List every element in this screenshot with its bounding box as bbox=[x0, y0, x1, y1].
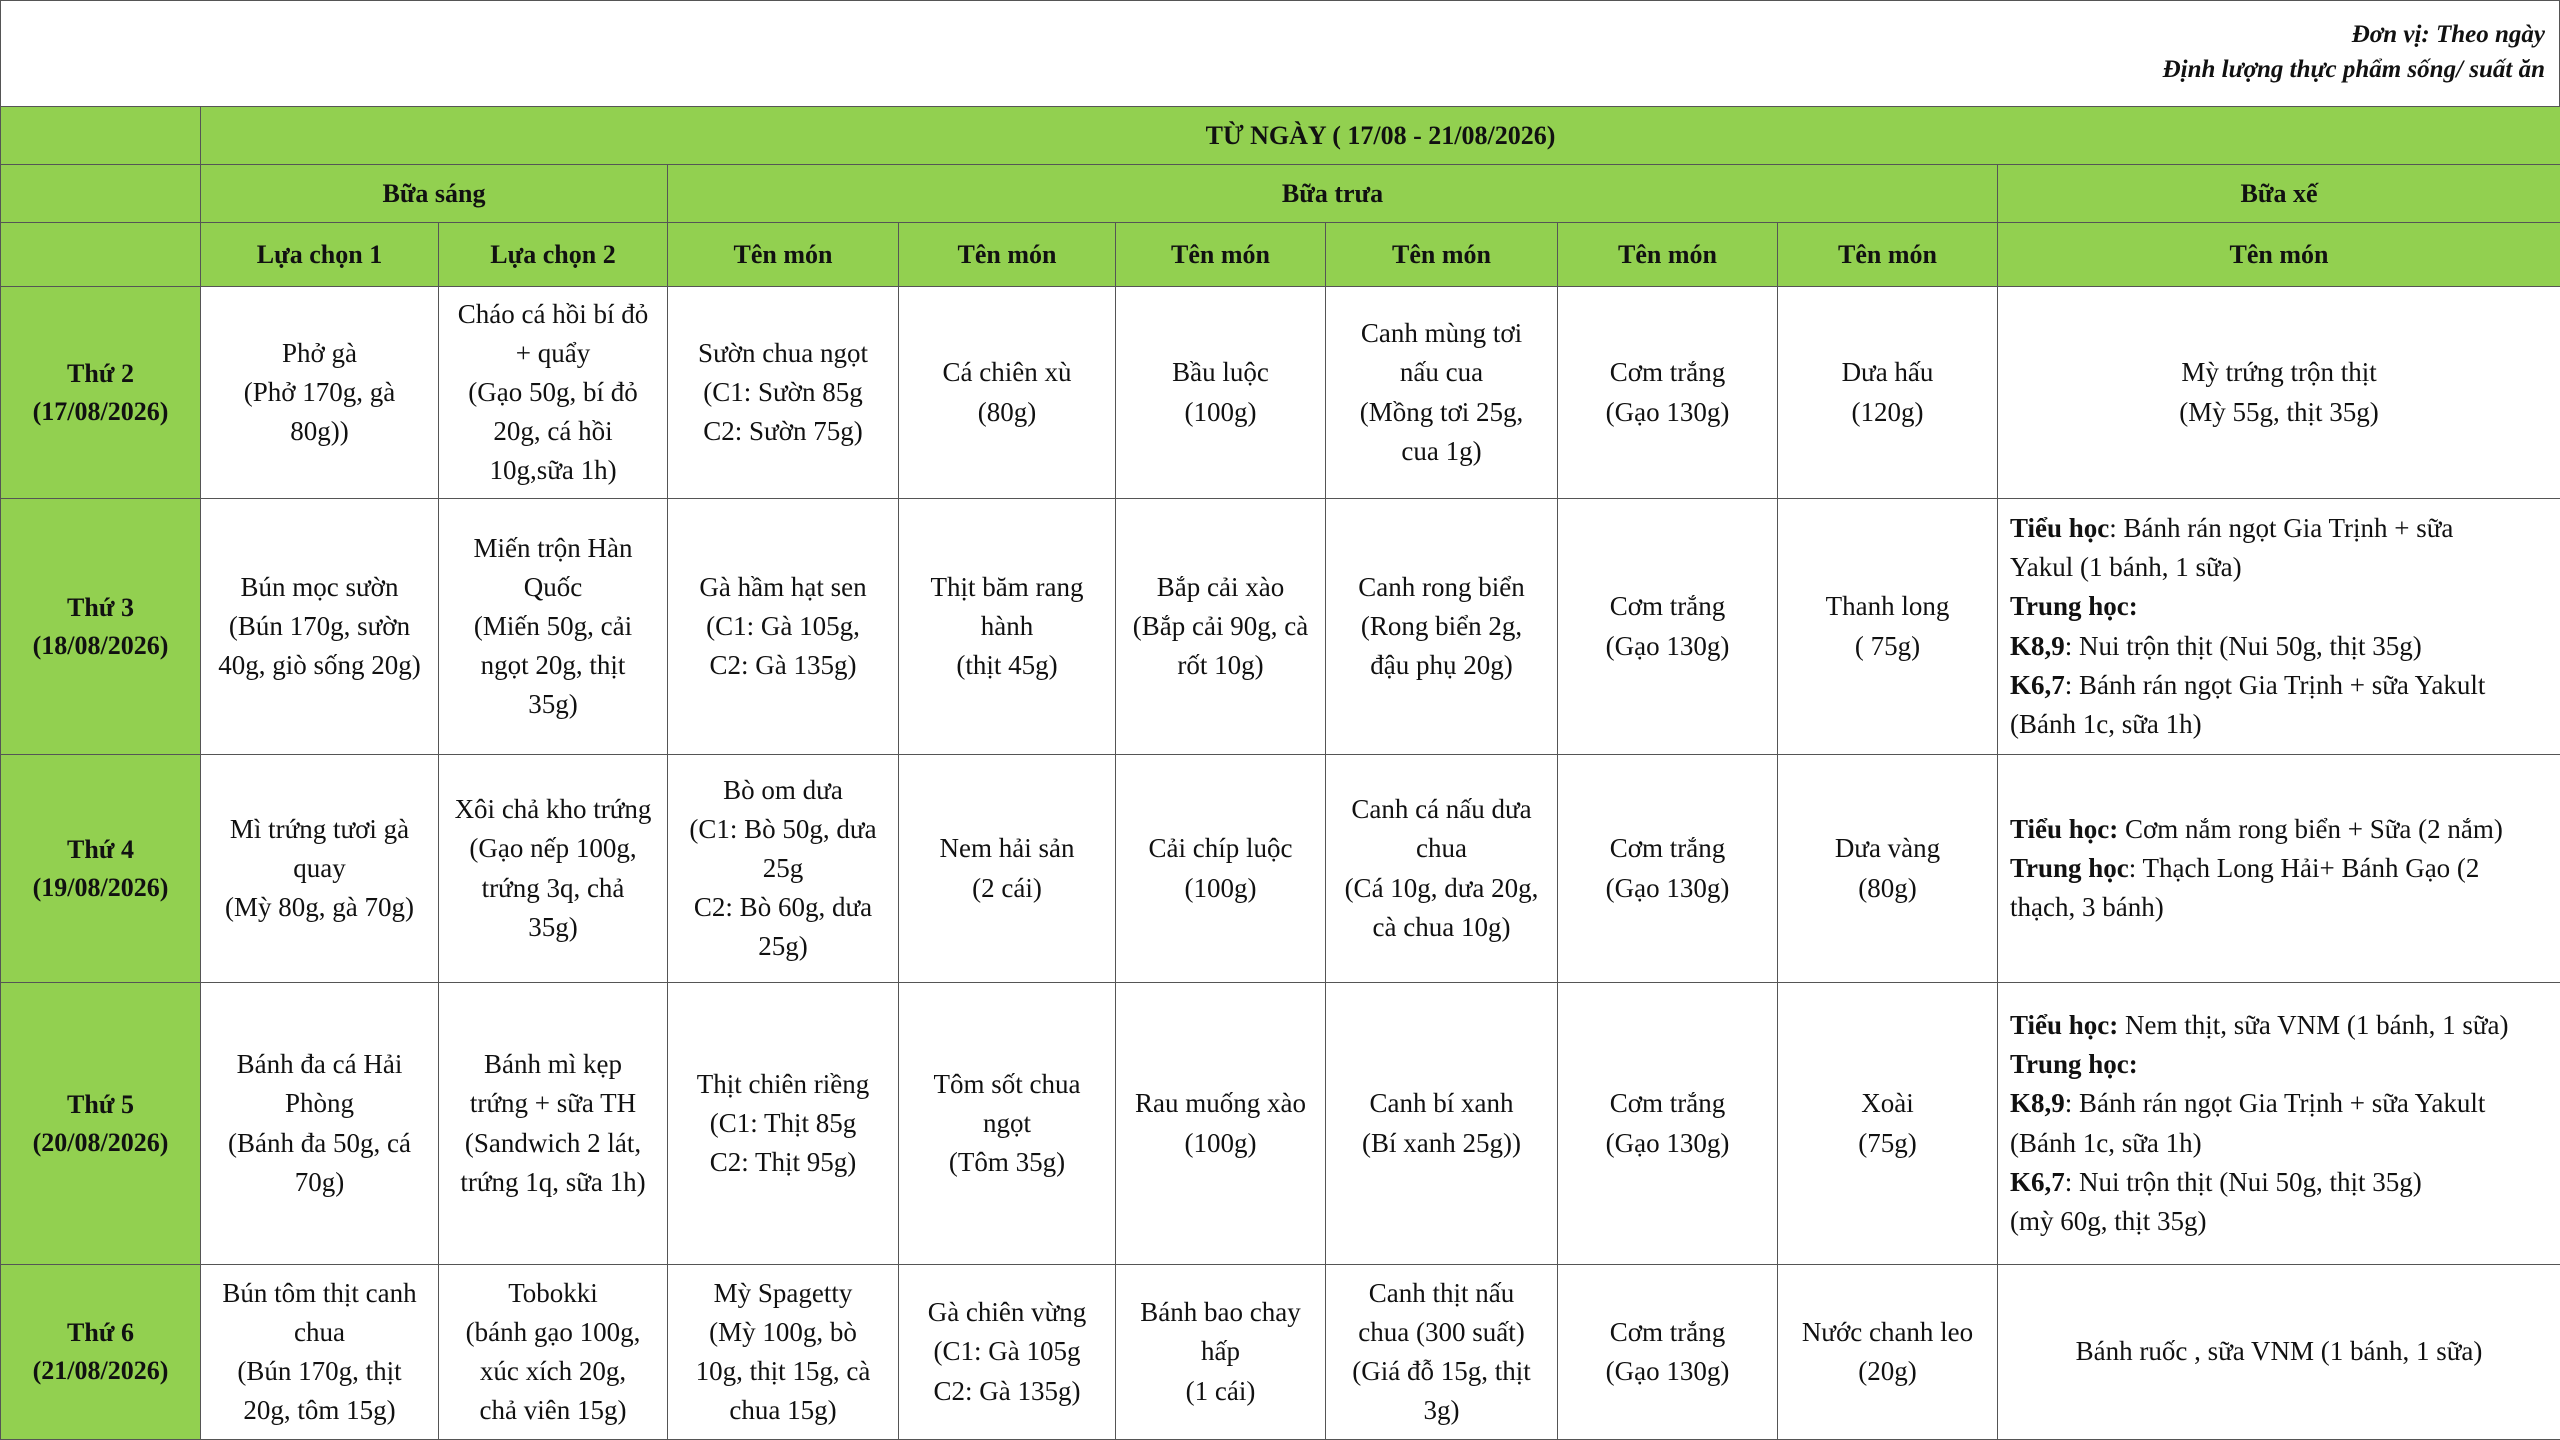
breakfast-header: Bữa sáng bbox=[201, 165, 668, 223]
lunch-rice-cell bbox=[1558, 1265, 1778, 1440]
cell-text-line: (C1: Thịt 85g bbox=[709, 1107, 857, 1138]
cell-text-line: (Mỳ 100g, bò bbox=[709, 1316, 857, 1347]
day-name: Thứ 2 bbox=[67, 358, 134, 388]
table-row bbox=[1, 755, 2560, 983]
lunch-soup-cell bbox=[1326, 983, 1558, 1265]
lunch-dish1-cell bbox=[668, 1265, 899, 1440]
cell-text-line: (Gạo 130g) bbox=[1605, 872, 1730, 903]
cell-text-line: C2: Bò 60g, dưa bbox=[693, 892, 873, 923]
cell-text-line: (100g) bbox=[1184, 1127, 1257, 1158]
cell-text-line: Rau muống xào bbox=[1135, 1088, 1306, 1119]
breakfast-choice1-cell bbox=[201, 983, 439, 1265]
cell-text-line: Xoài bbox=[1861, 1088, 1914, 1119]
cell-text-line: 25g) bbox=[758, 931, 808, 962]
cell-text-line: cà chua 10g) bbox=[1372, 911, 1511, 942]
snack-text: (Bánh 1c, sữa 1h) bbox=[2010, 1127, 2202, 1158]
cell-text-line: 20g, cá hồi bbox=[493, 416, 613, 447]
cell-text-line: Tobokki bbox=[508, 1277, 598, 1308]
lunch-dish3-cell bbox=[1116, 983, 1326, 1265]
cell-text-line: (Cá 10g, dưa 20g, bbox=[1344, 872, 1539, 903]
cell-text-line: C2: Sườn 75g) bbox=[703, 416, 863, 447]
snack-header: Bữa xế bbox=[1998, 165, 2560, 223]
cell-text-line: xúc xích 20g, bbox=[479, 1356, 627, 1386]
cell-text-line: (Sandwich 2 lát, bbox=[464, 1127, 642, 1158]
lunch-dessert-cell bbox=[1778, 287, 1998, 499]
snack-text: Cơm nắm rong biển + Sữa (2 nắm) bbox=[2118, 813, 2503, 844]
cell-text-line: (1 cái) bbox=[1185, 1375, 1256, 1406]
menu-body bbox=[1, 287, 2560, 1440]
lunch-dish2-cell bbox=[899, 499, 1116, 755]
breakfast-choice2-cell bbox=[439, 1265, 668, 1440]
cell-text-line: (bánh gạo 100g, bbox=[465, 1316, 641, 1347]
day-name: Thứ 3 bbox=[67, 592, 134, 622]
column-header: Tên món bbox=[1998, 223, 2560, 287]
day-cell bbox=[1, 1265, 201, 1440]
snack-text: : Bánh rán ngọt Gia Trịnh + sữa Yakult bbox=[2064, 1088, 2486, 1119]
cell-text-line: Gà hầm hạt sen bbox=[699, 571, 867, 602]
cell-text-line: Cơm trắng bbox=[1609, 357, 1726, 388]
table-row bbox=[1, 287, 2560, 499]
cell-text-line: + quẩy bbox=[515, 337, 591, 368]
cell-text-line: C2: Thịt 95g) bbox=[709, 1147, 857, 1178]
cell-text-line: Quốc bbox=[523, 571, 583, 602]
snack-line bbox=[2010, 1163, 2552, 1202]
cell-text-line: (Tôm 35g) bbox=[948, 1147, 1066, 1178]
day-cell bbox=[1, 287, 201, 499]
snack-cell bbox=[1998, 983, 2560, 1265]
snack-line bbox=[2006, 393, 2552, 432]
snack-line bbox=[2006, 353, 2552, 392]
snack-text: Mỳ trứng trộn thịt bbox=[2181, 357, 2377, 388]
column-header: Lựa chọn 1 bbox=[201, 223, 439, 287]
cell-text-line: 35g) bbox=[528, 689, 578, 720]
snack-level-label: Trung học bbox=[2010, 852, 2129, 883]
cell-text-line: trứng 3q, chả bbox=[481, 872, 625, 903]
cell-text-line: Phòng bbox=[284, 1088, 355, 1119]
day-date: (19/08/2026) bbox=[32, 872, 169, 902]
lunch-soup-cell bbox=[1326, 287, 1558, 499]
cell-text-line: Bầu luộc bbox=[1172, 357, 1269, 388]
table-row bbox=[1, 499, 2560, 755]
cell-text-line: 25g bbox=[762, 852, 804, 883]
snack-line bbox=[2010, 849, 2552, 888]
cell-text-line: rốt 10g) bbox=[1177, 650, 1264, 681]
date-range-header: TỪ NGÀY ( 17/08 - 21/08/2026) bbox=[201, 107, 2560, 165]
snack-level-label: K8,9 bbox=[2010, 1088, 2065, 1119]
snack-level-label: Trung học: bbox=[2010, 591, 2138, 622]
cell-text-line: Cháo cá hồi bí đỏ bbox=[457, 298, 649, 329]
lunch-rice-cell bbox=[1558, 499, 1778, 755]
snack-text: (mỳ 60g, thịt 35g) bbox=[2010, 1205, 2207, 1236]
snack-line bbox=[2010, 509, 2552, 548]
cell-text-line: Thịt chiên riềng bbox=[696, 1068, 870, 1099]
cell-text-line: 20g, tôm 15g) bbox=[243, 1395, 396, 1426]
column-header: Tên món bbox=[1116, 223, 1326, 287]
cell-text-line: (Miến 50g, cải bbox=[473, 610, 633, 641]
cell-text-line: Cơm trắng bbox=[1609, 591, 1726, 622]
breakfast-choice1-cell bbox=[201, 1265, 439, 1440]
cell-text-line: (Mồng tơi 25g, bbox=[1359, 396, 1524, 427]
day-date: (17/08/2026) bbox=[32, 396, 169, 426]
snack-line bbox=[2010, 888, 2552, 927]
cell-text-line: Canh bí xanh bbox=[1369, 1088, 1514, 1119]
cell-text-line: Bún mọc sườn bbox=[240, 571, 399, 602]
lunch-dessert-cell bbox=[1778, 1265, 1998, 1440]
snack-level-label: K6,7 bbox=[2010, 1166, 2065, 1197]
day-date: (18/08/2026) bbox=[32, 630, 169, 660]
lunch-dish2-cell bbox=[899, 1265, 1116, 1440]
weekly-menu-table bbox=[0, 106, 2560, 1440]
breakfast-choice2-cell bbox=[439, 287, 668, 499]
breakfast-choice1-cell bbox=[201, 499, 439, 755]
lunch-rice-cell bbox=[1558, 287, 1778, 499]
lunch-dish3-cell bbox=[1116, 287, 1326, 499]
snack-level-label: Trung học: bbox=[2010, 1049, 2138, 1080]
cell-text-line: Bắp cải xào bbox=[1156, 571, 1285, 602]
lunch-dessert-cell bbox=[1778, 499, 1998, 755]
snack-level-label: Tiểu học: bbox=[2010, 813, 2119, 844]
snack-line bbox=[2010, 1084, 2552, 1123]
snack-cell bbox=[1998, 287, 2560, 499]
cell-text-line: (Giá đỗ 15g, thịt bbox=[1352, 1356, 1531, 1386]
snack-line bbox=[2010, 587, 2552, 626]
corner-cell bbox=[1, 107, 201, 165]
cell-text-line: Mỳ Spagetty bbox=[713, 1277, 853, 1308]
document-header bbox=[0, 0, 2560, 106]
cell-text-line: (Gạo 50g, bí đỏ bbox=[468, 376, 638, 407]
breakfast-choice1-cell bbox=[201, 755, 439, 983]
cell-text-line: (Gạo 130g) bbox=[1605, 396, 1730, 427]
lunch-header: Bữa trưa bbox=[668, 165, 1998, 223]
snack-text: : Nui trộn thịt (Nui 50g, thịt 35g) bbox=[2064, 630, 2422, 661]
snack-level-label: Tiểu học: bbox=[2010, 1010, 2119, 1041]
cell-text-line: (Rong biển 2g, bbox=[1360, 610, 1523, 641]
cell-text-line: chua (300 suất) bbox=[1358, 1316, 1525, 1347]
cell-text-line: Bánh đa cá Hải bbox=[236, 1049, 403, 1080]
cell-text-line: (C1: Sườn 85g bbox=[703, 376, 863, 407]
column-header: Lựa chọn 2 bbox=[439, 223, 668, 287]
cell-text-line: Gà chiên vừng bbox=[927, 1297, 1087, 1328]
cell-text-line: 3g) bbox=[1423, 1395, 1460, 1426]
snack-text: thạch, 3 bánh) bbox=[2010, 892, 2164, 923]
cell-text-line: (Bí xanh 25g)) bbox=[1362, 1127, 1521, 1158]
cell-text-line: C2: Gà 135g) bbox=[933, 1375, 1081, 1406]
cell-text-line: trứng + sữa TH bbox=[469, 1088, 637, 1119]
snack-line bbox=[2010, 810, 2552, 849]
breakfast-choice1-cell bbox=[201, 287, 439, 499]
cell-text-line: 10g, thịt 15g, cà bbox=[695, 1356, 871, 1386]
cell-text-line: Sườn chua ngọt bbox=[698, 337, 868, 368]
lunch-dish1-cell bbox=[668, 287, 899, 499]
cell-text-line: (Gạo 130g) bbox=[1605, 1127, 1730, 1158]
corner-cell bbox=[1, 165, 201, 223]
lunch-dish1-cell bbox=[668, 499, 899, 755]
cell-text-line: (Gạo 130g) bbox=[1605, 630, 1730, 661]
day-date: (20/08/2026) bbox=[32, 1127, 169, 1157]
breakfast-choice2-cell bbox=[439, 755, 668, 983]
lunch-dish2-cell bbox=[899, 755, 1116, 983]
cell-text-line: Bánh mì kẹp bbox=[484, 1049, 622, 1080]
cell-text-line: Xôi chả kho trứng bbox=[454, 794, 652, 825]
lunch-dish1-cell bbox=[668, 983, 899, 1265]
column-header: Tên món bbox=[668, 223, 899, 287]
day-name: Thứ 6 bbox=[67, 1318, 134, 1348]
cell-text-line: (Gạo nếp 100g, bbox=[469, 833, 637, 864]
cell-text-line: Cơm trắng bbox=[1609, 833, 1726, 864]
lunch-dessert-cell bbox=[1778, 983, 1998, 1265]
day-date: (21/08/2026) bbox=[32, 1356, 169, 1385]
snack-line bbox=[2010, 1124, 2552, 1163]
cell-text-line: Thanh long bbox=[1825, 591, 1950, 622]
unit-label: Đơn vị: Theo ngày bbox=[2351, 21, 2545, 48]
snack-line bbox=[2010, 1202, 2552, 1241]
cell-text-line: Canh cá nấu dưa bbox=[1351, 794, 1532, 825]
cell-text-line: Canh thịt nấu bbox=[1368, 1277, 1515, 1308]
snack-text: : Bánh rán ngọt Gia Trịnh + sữa bbox=[2109, 513, 2454, 544]
cell-text-line: hành bbox=[980, 610, 1034, 641]
cell-text-line: (80g) bbox=[1858, 872, 1917, 903]
column-header: Tên món bbox=[1558, 223, 1778, 287]
cell-text-line: Miến trộn Hàn bbox=[473, 532, 633, 563]
cell-text-line: 70g) bbox=[294, 1166, 345, 1197]
cell-text-line: Tôm sốt chua bbox=[933, 1068, 1081, 1099]
table-row bbox=[1, 1265, 2560, 1440]
cell-text-line: Nước chanh leo bbox=[1801, 1316, 1974, 1347]
cell-text-line: 10g,sữa 1h) bbox=[489, 455, 617, 486]
cell-text-line: Cơm trắng bbox=[1609, 1316, 1726, 1347]
cell-text-line: (thịt 45g) bbox=[956, 650, 1058, 681]
breakfast-choice2-cell bbox=[439, 499, 668, 755]
lunch-soup-cell bbox=[1326, 499, 1558, 755]
cell-text-line: (Mỳ 80g, gà 70g) bbox=[225, 892, 414, 923]
cell-text-line: Dưa vàng bbox=[1834, 833, 1941, 864]
cell-text-line: (Bún 170g, thịt bbox=[237, 1356, 402, 1386]
lunch-dessert-cell bbox=[1778, 755, 1998, 983]
snack-level-label: Tiểu học bbox=[2010, 513, 2110, 544]
cell-text-line: (20g) bbox=[1858, 1356, 1917, 1386]
snack-text: Nem thịt, sữa VNM (1 bánh, 1 sữa) bbox=[2118, 1010, 2509, 1041]
lunch-rice-cell bbox=[1558, 755, 1778, 983]
lunch-soup-cell bbox=[1326, 1265, 1558, 1440]
cell-text-line: chả viên 15g) bbox=[479, 1395, 627, 1426]
day-name: Thứ 5 bbox=[67, 1089, 134, 1119]
cell-text-line: Canh mùng tơi bbox=[1360, 318, 1523, 349]
cell-text-line: ( 75g) bbox=[1854, 630, 1921, 661]
lunch-dish2-cell bbox=[899, 287, 1116, 499]
snack-line bbox=[2010, 666, 2552, 705]
breakfast-choice2-cell bbox=[439, 983, 668, 1265]
cell-text-line: (100g) bbox=[1184, 872, 1257, 903]
cell-text-line: Cơm trắng bbox=[1609, 1088, 1726, 1119]
snack-text: (Mỳ 55g, thịt 35g) bbox=[2179, 396, 2379, 427]
snack-text: : Thạch Long Hải+ Bánh Gạo (2 bbox=[2128, 852, 2480, 883]
cell-text-line: (Gạo 130g) bbox=[1605, 1356, 1730, 1386]
lunch-dish3-cell bbox=[1116, 1265, 1326, 1440]
snack-text: (Bánh 1c, sữa 1h) bbox=[2010, 708, 2202, 739]
day-cell bbox=[1, 755, 201, 983]
snack-line bbox=[2010, 627, 2552, 666]
cell-text-line: Thịt băm rang bbox=[930, 571, 1084, 602]
cell-text-line: Bún tôm thịt canh bbox=[222, 1277, 417, 1308]
lunch-dish2-cell bbox=[899, 983, 1116, 1265]
cell-text-line: (80g) bbox=[977, 396, 1037, 427]
lunch-rice-cell bbox=[1558, 983, 1778, 1265]
cell-text-line: 35g) bbox=[528, 911, 578, 942]
cell-text-line: (120g) bbox=[1851, 396, 1924, 427]
snack-text: Bánh ruốc , sữa VNM (1 bánh, 1 sữa) bbox=[2075, 1336, 2483, 1367]
cell-text-line: Bò om dưa bbox=[723, 774, 843, 805]
snack-level-label: K8,9 bbox=[2010, 630, 2065, 661]
cell-text-line: 40g, giò sống 20g) bbox=[218, 650, 421, 681]
cell-text-line: Cải chíp luộc bbox=[1148, 833, 1293, 864]
cell-text-line: 80g)) bbox=[290, 416, 349, 447]
cell-text-line: C2: Gà 135g) bbox=[709, 650, 857, 681]
cell-text-line: chua 15g) bbox=[729, 1395, 837, 1426]
column-header: Tên món bbox=[1778, 223, 1998, 287]
snack-text: : Nui trộn thịt (Nui 50g, thịt 35g) bbox=[2064, 1166, 2422, 1197]
cell-text-line: quay bbox=[293, 852, 346, 883]
table-row bbox=[1, 983, 2560, 1265]
snack-line bbox=[2006, 1332, 2552, 1371]
cell-text-line: (2 cái) bbox=[972, 872, 1042, 903]
snack-cell bbox=[1998, 755, 2560, 983]
cell-text-line: (C1: Gà 105g, bbox=[706, 610, 860, 641]
cell-text-line: trứng 1q, sữa 1h) bbox=[460, 1166, 646, 1197]
cell-text-line: hấp bbox=[1201, 1336, 1240, 1367]
cell-text-line: (Bánh đa 50g, cá bbox=[228, 1127, 411, 1158]
cell-text-line: (100g) bbox=[1184, 396, 1257, 427]
cell-text-line: nấu cua bbox=[1399, 357, 1484, 388]
cell-text-line: ngọt bbox=[982, 1107, 1031, 1138]
lunch-dish3-cell bbox=[1116, 499, 1326, 755]
cell-text-line: Canh rong biển bbox=[1358, 571, 1525, 602]
cell-text-line: (Bắp cải 90g, cà bbox=[1132, 610, 1309, 641]
lunch-soup-cell bbox=[1326, 755, 1558, 983]
day-cell bbox=[1, 983, 201, 1265]
snack-text: Yakul (1 bánh, 1 sữa) bbox=[2010, 552, 2242, 583]
lunch-dish3-cell bbox=[1116, 755, 1326, 983]
snack-cell bbox=[1998, 499, 2560, 755]
snack-level-label: K6,7 bbox=[2010, 669, 2065, 700]
snack-line bbox=[2010, 1006, 2552, 1045]
cell-text-line: ngọt 20g, thịt bbox=[480, 650, 626, 681]
cell-text-line: Cá chiên xù bbox=[942, 357, 1072, 388]
lunch-dish1-cell bbox=[668, 755, 899, 983]
cell-text-line: (C1: Gà 105g bbox=[933, 1336, 1081, 1367]
cell-text-line: Mì trứng tươi gà bbox=[229, 813, 410, 844]
snack-cell bbox=[1998, 1265, 2560, 1440]
cell-text-line: Phở gà bbox=[281, 337, 358, 368]
cell-text-line: Bánh bao chay bbox=[1140, 1297, 1301, 1328]
day-name: Thứ 4 bbox=[67, 834, 134, 864]
cell-text-line: chua bbox=[294, 1316, 345, 1347]
cell-text-line: chua bbox=[1416, 833, 1467, 864]
snack-text: : Bánh rán ngọt Gia Trịnh + sữa Yakult bbox=[2064, 669, 2486, 700]
column-header: Tên món bbox=[1326, 223, 1558, 287]
column-header: Tên món bbox=[899, 223, 1116, 287]
snack-line bbox=[2010, 1045, 2552, 1084]
cell-text-line: (75g) bbox=[1858, 1127, 1917, 1158]
day-cell bbox=[1, 499, 201, 755]
cell-text-line: (Bún 170g, sườn bbox=[228, 610, 411, 641]
corner-cell bbox=[1, 223, 201, 287]
cell-text-line: Dưa hấu bbox=[1841, 357, 1934, 388]
cell-text-line: đậu phụ 20g) bbox=[1370, 650, 1513, 681]
cell-text-line: cua 1g) bbox=[1401, 435, 1482, 466]
quantity-note: Định lượng thực phẩm sống/ suất ăn bbox=[2162, 56, 2545, 83]
snack-line bbox=[2010, 705, 2552, 744]
cell-text-line: (Phở 170g, gà bbox=[243, 376, 396, 407]
cell-text-line: (C1: Bò 50g, dưa bbox=[689, 813, 877, 844]
cell-text-line: Nem hải sản bbox=[939, 833, 1075, 864]
snack-line bbox=[2010, 548, 2552, 587]
